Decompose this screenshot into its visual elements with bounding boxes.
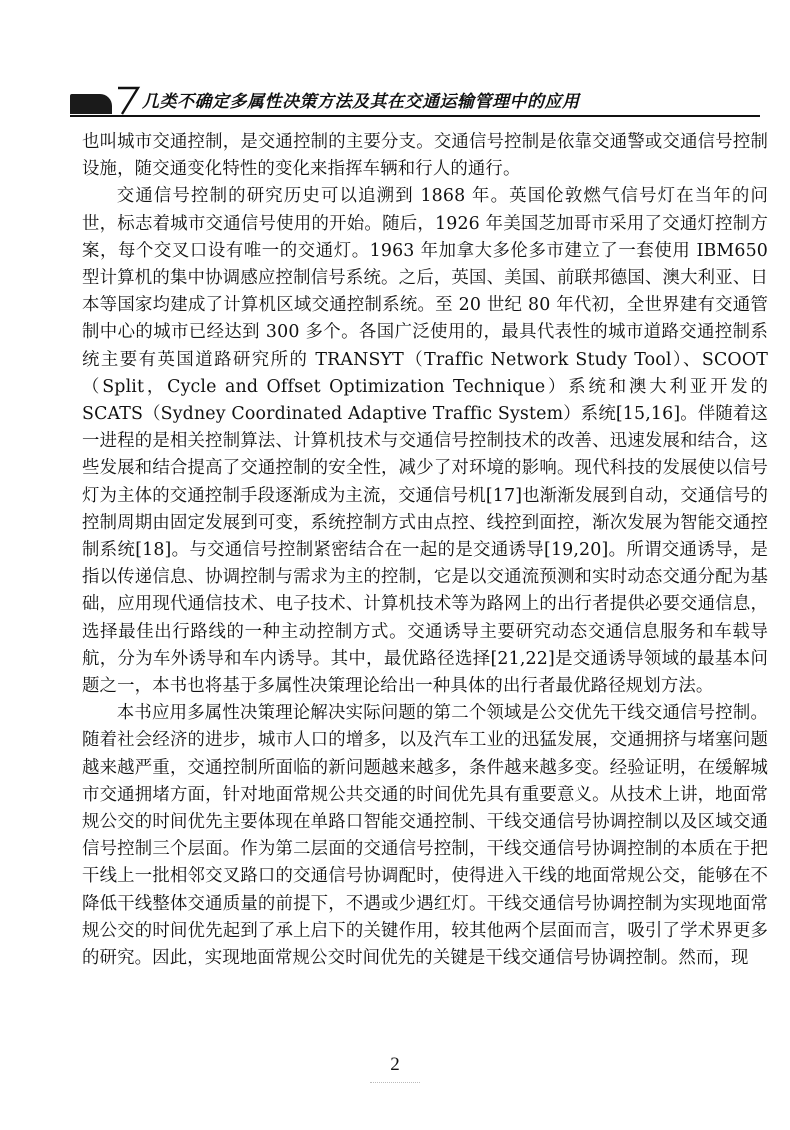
header-rule	[70, 115, 760, 117]
paragraph-2: 交通信号控制的研究历史可以追溯到 1868 年。英国伦敦燃气信号灯在当年的问世，标志着城市交通信号使用的开始。随后，1926 年美国芝加哥市采用了交通灯控制方案，每个交叉口设有唯一的交通灯。1963 年加拿大多伦多市建立了一套使用 IBM650 型计算机的集中协调感应控制信号系统。之后，英国、美国、前联邦德国、澳大利亚、日本等国家均建成了计算机区域交通控制系统。至 20 世纪 80 年代初，全世界建有交通管制中心的城市已经达到 300 多个。各国广泛使用的，最具代表性的城市道路交通控制系统主要有英国道路研究所的 TRANSYT（Traffic Network Study Tool）、SCOOT（Split，Cycle and Offset Optimization Technique）系统和澳大利亚开发的 SCATS（Sydney Coordinated Adaptive Traffic System）系统[15,16]。伴随着这一进程的是相关控制算法、计算机技术与交通信号控制技术的改善、迅速发展和结合，这些发展和结合提高了交通控制的安全性，减少了对环境的影响。现代科技的发展使以信号灯为主体的交通控制手段逐渐成为主流，交通信号机[17]也渐渐发展到自动，交通信号的控制周期由固定发展到可变，系统控制方式由点控、线控到面控，渐次发展为智能交通控制系统[18]。与交通信号控制紧密结合在一起的是交通诱导[19,20]。所谓交通诱导，是指以传递信息、协调控制与需求为主的控制，它是以交通流预测和实时动态交通分配为基础，应用现代通信技术、电子技术、计算机技术等为路网上的出行者提供必要交通信息，选择最佳出行路线的一种主动控制方式。交通诱导主要研究动态交通信息服务和车载导航，分为车外诱导和车内诱导。其中，最优路径选择[21,22]是交通诱导领域的最基本问题之一，本书也将基于多属性决策理论给出一种具体的出行者最优路径规划方法。	[82, 186, 768, 697]
body-text	[82, 129, 768, 972]
paragraph-3: 本书应用多属性决策理论解决实际问题的第二个领域是公交优先干线交通信号控制。随着社会经济的进步，城市人口的增多，以及汽车工业的迅猛发展，交通拥挤与堵塞问题越来越严重，交通控制所面临的新问题越来越多，条件越来越多变。经验证明，在缓解城市交通拥堵方面，针对地面常规公共交通的时间优先具有重要意义。从技术上讲，地面常规公交的时间优先主要体现在单路口智能交通控制、干线交通信号协调控制以及区域交通信号控制三个层面。作为第二层面的交通信号控制，干线交通信号协调控制的本质在于把干线上一批相邻交叉路口的交通信号协调配时，使得进入干线的地面常规公交，能够在不降低干线整体交通质量的前提下，不遇或少遇红灯。干线交通信号协调控制为实现地面常规公交的时间优先起到了承上启下的关键作用，较其他两个层面而言，吸引了学术界更多的研究。因此，实现地面常规公交时间优先的关键是干线交通信号协调控制。然而，现	[82, 703, 768, 969]
paragraph-1: 也叫城市交通控制，是交通控制的主要分支。交通信号控制是依靠交通警或交通信号控制设施，随交通变化特性的变化来指挥车辆和行人的通行。	[82, 132, 768, 180]
running-header	[70, 84, 760, 118]
header-decoration-block	[70, 94, 112, 114]
page-number: 2	[390, 1054, 400, 1075]
scan-mark	[370, 1082, 420, 1089]
book-title: 几类不确定多属性决策方法及其在交通运输管理中的应用	[142, 92, 580, 112]
header-slash-icon	[114, 84, 144, 116]
